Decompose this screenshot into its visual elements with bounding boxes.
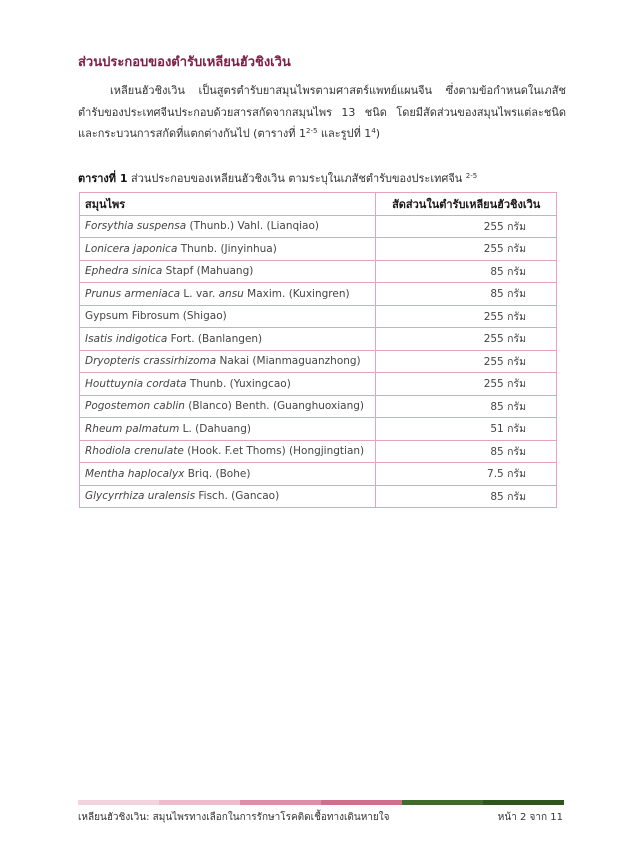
caption-text: ส่วนประกอบของเหลียนฮัวชิงเวิน ตามระบุในเภสัชตำรับของประเทศจีน bbox=[127, 172, 466, 185]
table-caption bbox=[78, 171, 568, 187]
herb-cell bbox=[80, 350, 376, 373]
herb-detail: L. (Dahuang) bbox=[179, 422, 251, 435]
herb-cell bbox=[80, 418, 376, 441]
table-header-row bbox=[80, 193, 557, 216]
caption-ref: 2-5 bbox=[465, 172, 478, 180]
table-row bbox=[80, 373, 557, 396]
scientific-name: Forsythia suspensa bbox=[85, 220, 187, 233]
herb-detail: (Blanco) Benth. (Guanghuoxiang) bbox=[184, 400, 364, 413]
herb-detail: Nakai (Mianmaguanzhong) bbox=[216, 355, 361, 368]
table-row bbox=[80, 485, 557, 508]
scientific-name: Prunus armeniaca bbox=[85, 287, 181, 300]
herb-detail: Briq. (Bohe) bbox=[184, 467, 251, 480]
proportion-cell: 7.5 กรัม bbox=[376, 463, 557, 486]
table-row bbox=[80, 283, 557, 306]
table-row bbox=[80, 350, 557, 373]
scientific-name: Glycyrrhiza uralensis bbox=[85, 490, 196, 503]
proportion-cell: 255 กรัม bbox=[376, 350, 557, 373]
herb-detail-tail: Maxim. (Kuxingren) bbox=[243, 287, 350, 300]
scientific-name: Lonicera japonica bbox=[85, 242, 178, 255]
intro-paragraph bbox=[78, 80, 566, 145]
paragraph-ref-table: 2-5 bbox=[306, 127, 318, 135]
section-heading: ส่วนประกอบของตำรับเหลียนฮัวชิงเวิน bbox=[78, 55, 291, 70]
footer-bar-segment bbox=[78, 800, 159, 805]
footer-bar-segment bbox=[402, 800, 483, 805]
table-row bbox=[80, 440, 557, 463]
table-row bbox=[80, 260, 557, 283]
proportion-cell: 255 กรัม bbox=[376, 238, 557, 261]
herb-detail: Thunb. (Yuxingcao) bbox=[186, 377, 291, 390]
herb-cell bbox=[80, 283, 376, 306]
herb-cell bbox=[80, 440, 376, 463]
caption-label: ตารางที่ 1 bbox=[78, 172, 128, 185]
header-proportion: สัดส่วนในตำรับเหลียนฮัวชิงเวิน bbox=[376, 193, 557, 216]
herb-cell bbox=[80, 328, 376, 351]
proportion-cell: 85 กรัม bbox=[376, 283, 557, 306]
footer-bar-segment bbox=[159, 800, 240, 805]
scientific-name: Rheum palmatum bbox=[85, 422, 180, 435]
proportion-cell: 255 กรัม bbox=[376, 305, 557, 328]
footer-bar-segment bbox=[321, 800, 402, 805]
paragraph-mid: และรูปที่ 1 bbox=[317, 127, 372, 140]
table-row bbox=[80, 305, 557, 328]
table-row bbox=[80, 238, 557, 261]
herb-cell bbox=[80, 260, 376, 283]
proportion-cell: 85 กรัม bbox=[376, 260, 557, 283]
scientific-name: Dryopteris crassirhizoma bbox=[85, 355, 217, 368]
herb-cell bbox=[80, 305, 376, 328]
scientific-name: Rhodiola crenulate bbox=[85, 445, 184, 458]
herb-detail: (Thunb.) Vahl. (Lianqiao) bbox=[186, 220, 320, 233]
proportion-cell: 85 กรัม bbox=[376, 395, 557, 418]
herb-detail: L. var. bbox=[180, 287, 219, 300]
footer-bar-segment bbox=[240, 800, 321, 805]
table-row bbox=[80, 395, 557, 418]
composition-table bbox=[79, 192, 557, 508]
herb-detail: Thunb. (Jinyinhua) bbox=[177, 242, 277, 255]
footer-bar-segment bbox=[483, 800, 564, 805]
scientific-name: Ephedra sinica bbox=[85, 265, 163, 278]
table-row bbox=[80, 418, 557, 441]
footer-title: เหลียนฮัวชิงเวิน: สมุนไพรทางเลือกในการรักษาโรคติดเชื้อทางเดินหายใจ bbox=[78, 812, 390, 823]
herb-detail: Stapf (Mahuang) bbox=[162, 265, 254, 278]
scientific-name: Pogostemon cablin bbox=[85, 400, 185, 413]
herb-detail: Gypsum Fibrosum (Shigao) bbox=[85, 310, 227, 323]
paragraph-end: ) bbox=[375, 127, 381, 140]
herb-cell bbox=[80, 395, 376, 418]
herb-cell bbox=[80, 373, 376, 396]
paragraph-ref-figure: 4 bbox=[371, 127, 376, 135]
proportion-cell: 255 กรัม bbox=[376, 328, 557, 351]
page-number: หน้า 2 จาก 11 bbox=[497, 812, 563, 823]
scientific-name: Mentha haplocalyx bbox=[85, 467, 185, 480]
header-herb: สมุนไพร bbox=[80, 193, 376, 216]
proportion-cell: 85 กรัม bbox=[376, 485, 557, 508]
proportion-cell: 51 กรัม bbox=[376, 418, 557, 441]
herb-cell bbox=[80, 238, 376, 261]
scientific-name: Isatis indigotica bbox=[85, 332, 168, 345]
proportion-cell: 85 กรัม bbox=[376, 440, 557, 463]
footer-color-bar bbox=[78, 800, 564, 805]
scientific-name: Houttuynia cordata bbox=[85, 377, 187, 390]
proportion-cell: 255 กรัม bbox=[376, 373, 557, 396]
table-row bbox=[80, 328, 557, 351]
scientific-variety: ansu bbox=[218, 287, 244, 300]
herb-detail: Fort. (Banlangen) bbox=[167, 332, 263, 345]
table-row bbox=[80, 463, 557, 486]
herb-cell bbox=[80, 463, 376, 486]
proportion-cell: 255 กรัม bbox=[376, 215, 557, 238]
herb-detail: Fisch. (Gancao) bbox=[195, 490, 280, 503]
herb-cell bbox=[80, 485, 376, 508]
herb-detail: (Hook. F.et Thoms) (Hongjingtian) bbox=[183, 445, 365, 458]
paragraph-text: เหลียนฮัวชิงเวิน เป็นสูตรตำรับยาสมุนไพรตามศาสตร์แพทย์แผนจีน ซึ่งตามข้อกำหนดในเภสัชตำรับของประเทศจีนประกอบด้วยสารสกัดจากสมุนไพร 13 ชนิด โดยมีสัดส่วนของสมุนไพรแต่ละชนิดและกระบวนการสกัดที่แตกต่างกันไป (ตารางที่ 1 bbox=[78, 84, 566, 140]
herb-cell bbox=[80, 215, 376, 238]
table-row bbox=[80, 215, 557, 238]
